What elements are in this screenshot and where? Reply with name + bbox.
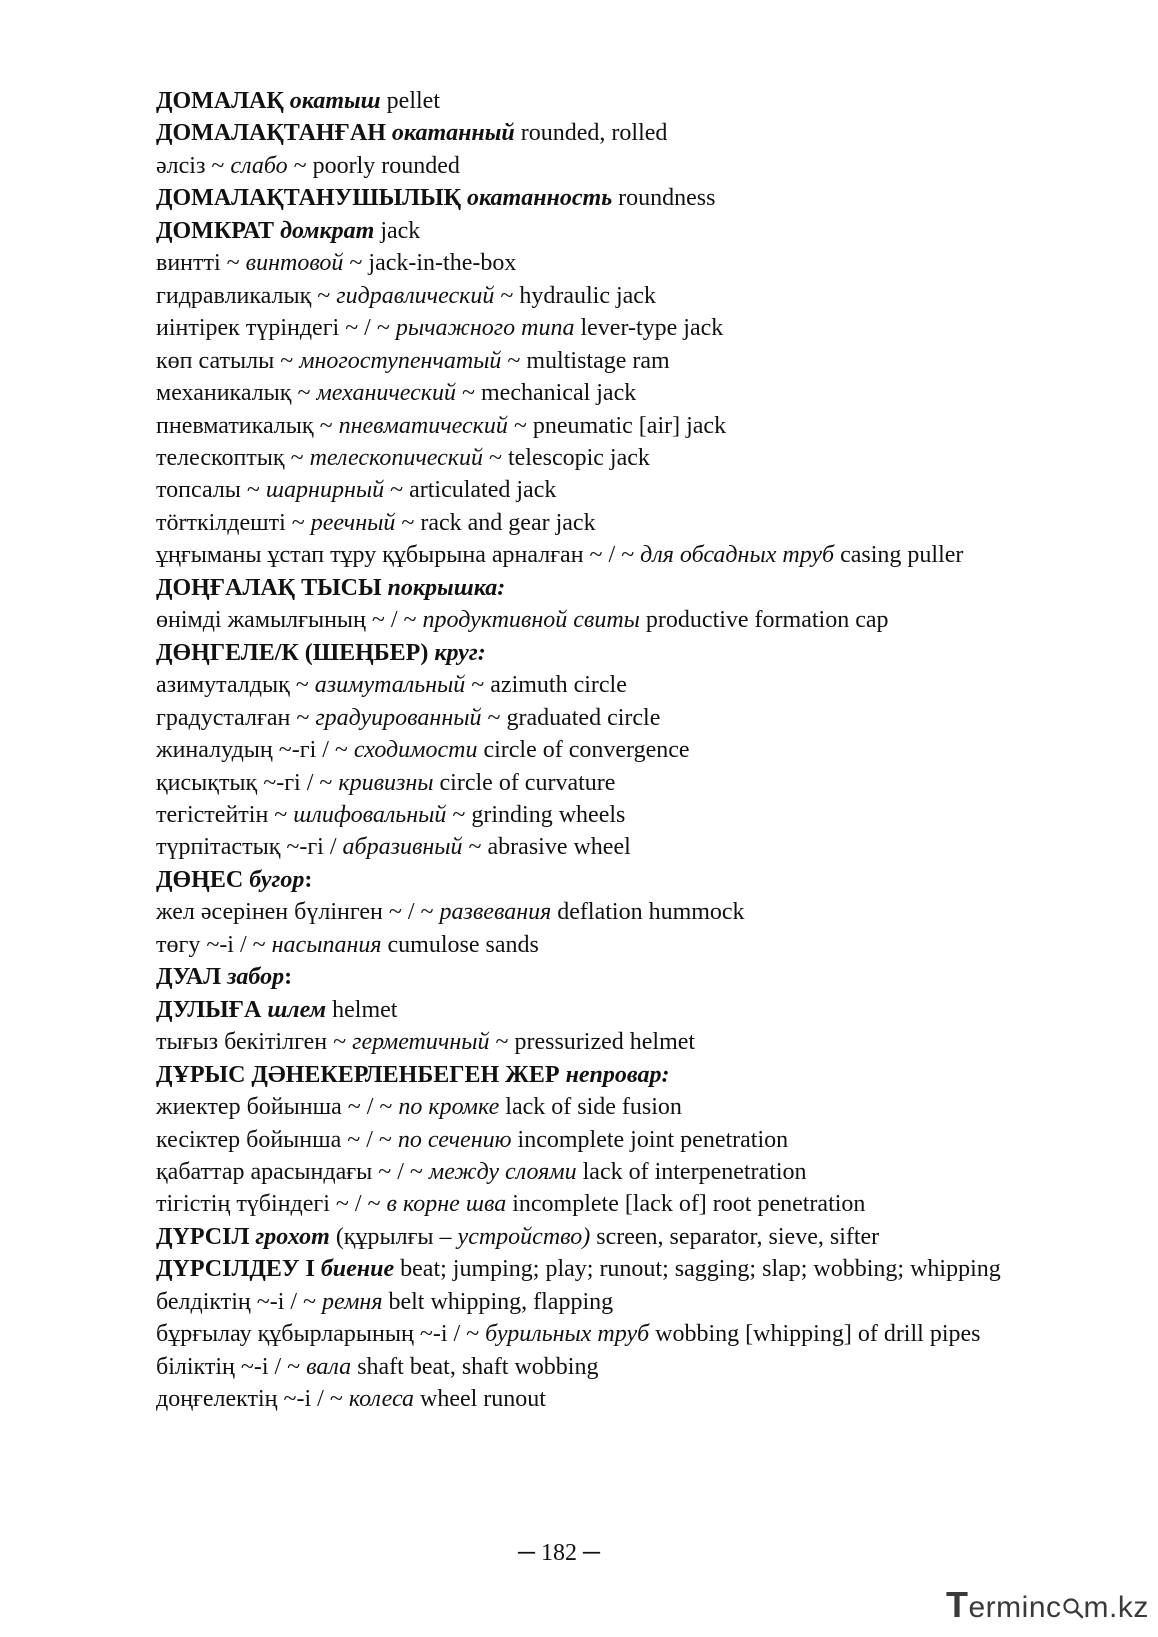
dictionary-entry xyxy=(118,474,1018,506)
russian-headword: грохот xyxy=(255,1223,330,1250)
russian-term: герметичный xyxy=(352,1029,490,1056)
entry-text: ~ poorly rounded xyxy=(287,152,460,179)
dictionary-entry xyxy=(118,669,1018,701)
russian-term: реечный xyxy=(310,509,396,536)
entry-text: casing puller xyxy=(834,542,964,569)
dictionary-entry xyxy=(118,734,1018,766)
russian-term: бурильных труб xyxy=(485,1321,650,1348)
dictionary-entry xyxy=(118,442,1018,474)
entry-text: түрпітастық ~-гі / xyxy=(156,834,343,861)
entry-text: shaft beat, shaft wobbing xyxy=(351,1353,599,1380)
entry-text: pellet xyxy=(380,88,440,114)
entry-text: гидравликалық ~ xyxy=(156,282,337,309)
headword: ДӨҢЕС xyxy=(156,866,250,893)
entry-text: wheel runout xyxy=(413,1386,546,1413)
entry-text: ~ hydraulic jack xyxy=(494,282,656,309)
russian-term: в корне шва xyxy=(386,1191,507,1218)
entry-text: жел әсерінен бүлінген ~ / ~ xyxy=(156,899,440,926)
entry-text: incomplete joint penetration xyxy=(511,1126,789,1153)
headword: ДҰРЫС ДӘНЕКЕРЛЕНБЕГЕН ЖЕР xyxy=(156,1061,566,1088)
entry-text: screen, separator, sieve, sifter xyxy=(590,1223,880,1250)
entry-text: жиектер бойынша ~ / ~ xyxy=(156,1094,399,1121)
dictionary-entry xyxy=(118,1383,1018,1415)
dictionary-entry xyxy=(118,1188,1018,1220)
entry-text: винтті ~ xyxy=(156,250,246,277)
russian-headword: непровар: xyxy=(565,1061,670,1088)
entry-text: жиналудың ~-гі / ~ xyxy=(156,737,354,764)
dictionary-entry xyxy=(118,637,1018,669)
dictionary-entry xyxy=(118,280,1018,312)
russian-term: пневматический xyxy=(338,412,508,439)
entry-text: кесіктер бойынша ~ / ~ xyxy=(156,1126,398,1153)
russian-term: для обсадных труб xyxy=(640,542,835,569)
dictionary-entry xyxy=(118,150,1018,182)
headword: ДОМАЛАҚТАНҒАН xyxy=(156,120,392,147)
dictionary-entry xyxy=(118,767,1018,799)
entry-text: productive formation cap xyxy=(639,607,889,634)
dictionary-entry xyxy=(118,604,1018,636)
entry-text: біліктің ~-і / ~ xyxy=(156,1353,307,1380)
russian-term: развевания xyxy=(439,899,552,926)
russian-term: телескопический xyxy=(309,444,483,471)
dictionary-entries xyxy=(118,85,1018,1416)
entry-text: топсалы ~ xyxy=(156,477,266,504)
site-watermark xyxy=(946,1584,1149,1624)
entry-text: пневматикалық ~ xyxy=(156,412,339,439)
russian-term: слабо xyxy=(230,152,288,179)
dictionary-entry xyxy=(118,1351,1018,1383)
russian-term: механический xyxy=(316,380,457,407)
dictionary-entry xyxy=(118,117,1018,149)
entry-text: lack of interpenetration xyxy=(576,1158,807,1185)
headword: ДӨҢГЕЛЕ/К (ШЕҢБЕР) xyxy=(156,639,435,666)
dictionary-entry xyxy=(118,1253,1018,1285)
entry-text: lever-type jack xyxy=(574,315,724,342)
entry-text: ~ articulated jack xyxy=(384,477,557,504)
headword: ДОҢҒАЛАҚ ТЫСЫ xyxy=(156,574,388,601)
entry-text: қабаттар арасындағы ~ / ~ xyxy=(156,1158,429,1185)
dictionary-entry xyxy=(118,572,1018,604)
dictionary-entry xyxy=(118,1091,1018,1123)
entry-text: ~ pneumatic [air] jack xyxy=(507,412,727,439)
entry-text: әлсіз ~ xyxy=(156,152,231,179)
dictionary-entry xyxy=(118,1026,1018,1058)
dictionary-entry xyxy=(118,182,1018,214)
entry-text: градусталған ~ xyxy=(156,704,316,731)
entry-text: бұрғылау құбырларының ~-і / ~ xyxy=(156,1321,486,1348)
entry-text: cumulose sands xyxy=(381,931,539,958)
russian-term: продуктивной свиты xyxy=(422,607,640,634)
entry-text: көп сатылы ~ xyxy=(156,347,300,374)
russian-term: азимутальный xyxy=(314,672,466,699)
russian-headword: окатанный xyxy=(391,120,515,147)
russian-term: по сечению xyxy=(397,1126,512,1153)
entry-text: ~ mechanical jack xyxy=(456,380,637,407)
russian-term: между слоями xyxy=(428,1158,577,1185)
dictionary-entry xyxy=(118,345,1018,377)
entry-text: helmet xyxy=(326,996,398,1023)
dictionary-entry xyxy=(118,1286,1018,1318)
russian-term: колеса xyxy=(348,1386,414,1413)
entry-text: circle of convergence xyxy=(477,737,690,764)
russian-term: сходимости xyxy=(353,737,478,764)
dictionary-entry xyxy=(118,896,1018,928)
entry-text: телескоптық ~ xyxy=(156,444,310,471)
entry-text: төгу ~-і / ~ xyxy=(156,931,272,958)
dictionary-entry xyxy=(118,85,1018,117)
russian-term: гидравлический xyxy=(336,282,495,309)
dictionary-entry xyxy=(118,799,1018,831)
russian-term: вала xyxy=(306,1353,352,1380)
dictionary-entry xyxy=(118,247,1018,279)
dictionary-entry xyxy=(118,1124,1018,1156)
headword: ДУЛЫҒА xyxy=(156,996,268,1023)
russian-headword: шлем xyxy=(267,996,327,1023)
russian-headword: окатыш xyxy=(289,88,381,114)
entry-text: механикалық ~ xyxy=(156,380,317,407)
russian-term: насыпания xyxy=(271,931,382,958)
page-number: ─ 182 ─ xyxy=(517,1540,600,1566)
russian-term: кривизны xyxy=(338,769,434,796)
entry-text: beat; jumping; play; runout; sagging; slap; wobbing; whipping xyxy=(394,1256,1001,1283)
russian-headword: домкрат xyxy=(280,217,375,244)
entry-text: lack of side fusion xyxy=(499,1094,682,1121)
magnifier-icon xyxy=(1062,1593,1084,1615)
headword: ДҮРСІЛ xyxy=(156,1223,256,1250)
dictionary-entry xyxy=(118,312,1018,344)
entry-text: ~ telescopic jack xyxy=(482,444,650,471)
russian-term: по кромке xyxy=(398,1094,500,1121)
entry-text: ~ graduated circle xyxy=(481,704,661,731)
russian-term: рычажного типа xyxy=(395,315,575,342)
entry-text: circle of curvature xyxy=(433,769,616,796)
dictionary-entry xyxy=(118,377,1018,409)
entry-text: қисықтық ~-гі / ~ xyxy=(156,769,339,796)
dictionary-entry xyxy=(118,507,1018,539)
dictionary-entry xyxy=(118,1059,1018,1091)
dictionary-entry xyxy=(118,1156,1018,1188)
entry-text: тығыз бекітілген ~ xyxy=(156,1029,353,1056)
entry-text: ~ abrasive wheel xyxy=(462,834,631,861)
entry-text: ~ azimuth circle xyxy=(465,672,627,699)
russian-headword: окатанность xyxy=(466,185,613,212)
headword: : xyxy=(304,866,313,893)
entry-text: тігістің түбіндегі ~ / ~ xyxy=(156,1191,387,1218)
entry-text: wobbing [whipping] of drill pipes xyxy=(649,1321,981,1348)
entry-text: тегістейтін ~ xyxy=(156,801,294,828)
entry-text: иінтірек түріндегі ~ / ~ xyxy=(156,315,396,342)
russian-term: шарнирный xyxy=(265,477,385,504)
dictionary-entry xyxy=(118,539,1018,571)
entry-text: ұңғыманы ұстап тұру құбырына арналған ~ / ~ xyxy=(156,542,641,569)
headword: ДОМАЛАҚ xyxy=(156,88,290,114)
headword: ДОМАЛАҚТАНУШЫЛЫҚ xyxy=(156,185,467,212)
entry-text: rounded, rolled xyxy=(514,120,668,147)
entry-text: ~ pressurized helmet xyxy=(489,1029,696,1056)
dictionary-entry xyxy=(118,864,1018,896)
headword: : xyxy=(284,964,293,991)
dictionary-entry xyxy=(118,215,1018,247)
dictionary-entry xyxy=(118,831,1018,863)
dictionary-entry xyxy=(118,961,1018,993)
entry-text: (құрылғы – xyxy=(329,1223,458,1250)
watermark-text-end: m.kz xyxy=(1083,1591,1149,1624)
entry-text: ~ grinding wheels xyxy=(446,801,626,828)
entry-text: belt whipping, flapping xyxy=(382,1288,614,1315)
entry-text: roundness xyxy=(612,185,716,212)
dictionary-entry xyxy=(118,702,1018,734)
headword: ДОМКРАТ xyxy=(156,217,281,244)
headword: ДҮРСІЛДЕУ I xyxy=(156,1256,321,1283)
entry-text: ~ rack and gear jack xyxy=(395,509,596,536)
russian-headword: биение xyxy=(320,1256,395,1283)
entry-text: jack xyxy=(374,217,421,244)
entry-text: азимуталдық ~ xyxy=(156,672,315,699)
russian-term: многоступенчатый xyxy=(299,347,502,374)
russian-headword: круг: xyxy=(434,639,486,666)
dictionary-entry xyxy=(118,410,1018,442)
entry-text: incomplete [lack of] root penetration xyxy=(506,1191,866,1218)
entry-text: өнімді жамылғының ~ / ~ xyxy=(156,607,423,634)
entry-text: ~ multistage ram xyxy=(501,347,670,374)
russian-headword: покрышка: xyxy=(387,574,506,601)
russian-headword: забор xyxy=(227,964,285,991)
russian-term: градуированный xyxy=(315,704,482,731)
russian-term: абразивный xyxy=(342,834,463,861)
russian-headword: бугор xyxy=(249,866,305,893)
russian-term: винтовой xyxy=(245,250,344,277)
entry-text: белдіктің ~-і / ~ xyxy=(156,1288,323,1315)
dictionary-entry xyxy=(118,994,1018,1026)
russian-term: устройство) xyxy=(457,1223,591,1250)
entry-text: доңғелектің ~-і / ~ xyxy=(156,1386,349,1413)
watermark-text-start: ermin xyxy=(968,1591,1047,1624)
entry-text: тörткілдешті ~ xyxy=(156,509,311,536)
dictionary-entry xyxy=(118,929,1018,961)
dictionary-entry xyxy=(118,1318,1018,1350)
entry-text: deflation hummock xyxy=(551,899,745,926)
russian-term: шлифовальный xyxy=(293,801,447,828)
russian-term: ремня xyxy=(322,1288,383,1315)
headword: ДУАЛ xyxy=(156,964,228,991)
entry-text: ~ jack-in-the-box xyxy=(343,250,517,277)
watermark-letter-t: T xyxy=(946,1584,969,1625)
dictionary-entry xyxy=(118,1221,1018,1253)
watermark-letter-c: c xyxy=(1046,1591,1062,1624)
